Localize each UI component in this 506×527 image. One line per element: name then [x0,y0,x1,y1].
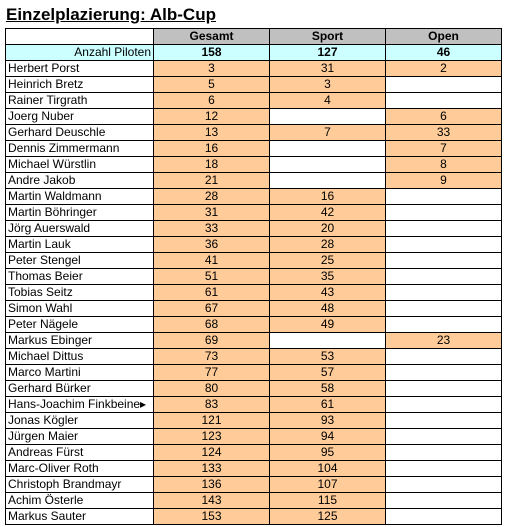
table-row [6,445,502,461]
open-cell[interactable] [386,413,502,429]
sport-cell[interactable]: 94 [270,429,386,445]
count-open[interactable]: 46 [386,45,502,61]
header-row [6,29,502,45]
sport-cell[interactable] [270,141,386,157]
name-cell[interactable]: Martin Lauk [6,237,154,253]
gesamt-cell[interactable]: 28 [154,189,270,205]
count-row [6,45,502,61]
sport-cell[interactable]: 115 [270,493,386,509]
table-row [6,493,502,509]
gesamt-cell[interactable]: 121 [154,413,270,429]
gesamt-cell[interactable]: 61 [154,285,270,301]
gesamt-cell[interactable]: 41 [154,253,270,269]
gesamt-cell[interactable]: 21 [154,173,270,189]
gesamt-cell[interactable]: 153 [154,509,270,525]
open-cell[interactable] [386,237,502,253]
gesamt-cell[interactable]: 77 [154,365,270,381]
open-cell[interactable]: 6 [386,109,502,125]
header-gesamt[interactable]: Gesamt [154,29,270,45]
table-row [6,301,502,317]
sport-cell[interactable]: 58 [270,381,386,397]
name-cell[interactable]: Hans-Joachim Finkbeine▸ [6,397,154,413]
sport-cell[interactable]: 43 [270,285,386,301]
name-cell[interactable]: Thomas Beier [6,269,154,285]
open-cell[interactable] [386,445,502,461]
table-row [6,365,502,381]
sport-cell[interactable]: 4 [270,93,386,109]
sport-cell[interactable]: 57 [270,365,386,381]
open-cell[interactable] [386,221,502,237]
gesamt-cell[interactable]: 123 [154,429,270,445]
sport-cell[interactable]: 104 [270,461,386,477]
open-cell[interactable] [386,301,502,317]
table-row [6,461,502,477]
name-cell[interactable]: Marc-Oliver Roth [6,461,154,477]
sport-cell[interactable]: 49 [270,317,386,333]
open-cell[interactable] [386,381,502,397]
table-row [6,509,502,525]
gesamt-cell[interactable]: 124 [154,445,270,461]
open-cell[interactable] [386,349,502,365]
table-row [6,317,502,333]
sport-cell[interactable]: 61 [270,397,386,413]
open-cell[interactable] [386,93,502,109]
sport-cell[interactable]: 125 [270,509,386,525]
gesamt-cell[interactable]: 16 [154,141,270,157]
name-cell[interactable]: Tobias Seitz [6,285,154,301]
table-row [6,237,502,253]
sport-cell[interactable]: 53 [270,349,386,365]
gesamt-cell[interactable]: 13 [154,125,270,141]
name-cell[interactable]: Jonas Kögler [6,413,154,429]
gesamt-cell[interactable]: 36 [154,237,270,253]
table-row [6,269,502,285]
gesamt-cell[interactable]: 12 [154,109,270,125]
open-cell[interactable]: 9 [386,173,502,189]
open-cell[interactable]: 7 [386,141,502,157]
name-cell[interactable]: Martin Waldmann [6,189,154,205]
gesamt-cell[interactable]: 51 [154,269,270,285]
name-cell[interactable]: Markus Sauter [6,509,154,525]
open-cell[interactable]: 2 [386,61,502,77]
name-cell[interactable]: Peter Nägele [6,317,154,333]
sport-cell[interactable] [270,109,386,125]
name-cell[interactable]: Michael Würstlin [6,157,154,173]
open-cell[interactable] [386,317,502,333]
table-row [6,397,502,413]
gesamt-cell[interactable]: 5 [154,77,270,93]
gesamt-cell[interactable]: 83 [154,397,270,413]
count-label[interactable]: Anzahl Piloten [6,45,154,61]
table-row [6,349,502,365]
sport-cell[interactable] [270,157,386,173]
count-sport[interactable]: 127 [270,45,386,61]
table-row [6,381,502,397]
count-gesamt[interactable]: 158 [154,45,270,61]
table-row [6,253,502,269]
name-cell[interactable]: Martin Böhringer [6,205,154,221]
name-cell[interactable]: Heinrich Bretz [6,77,154,93]
open-cell[interactable]: 23 [386,333,502,349]
table-row [6,429,502,445]
open-cell[interactable] [386,461,502,477]
gesamt-cell[interactable]: 3 [154,61,270,77]
gesamt-cell[interactable]: 73 [154,349,270,365]
open-cell[interactable] [386,493,502,509]
results-table [5,28,502,525]
table-row [6,141,502,157]
open-cell[interactable] [386,509,502,525]
name-cell[interactable]: Andre Jakob [6,173,154,189]
gesamt-cell[interactable]: 80 [154,381,270,397]
gesamt-cell[interactable]: 133 [154,461,270,477]
table-row [6,157,502,173]
table-row [6,189,502,205]
open-cell[interactable] [386,189,502,205]
name-cell[interactable]: Simon Wahl [6,301,154,317]
table-row [6,413,502,429]
sport-cell[interactable]: 31 [270,61,386,77]
sport-cell[interactable]: 93 [270,413,386,429]
table-row [6,285,502,301]
name-cell[interactable]: Christoph Brandmayr [6,477,154,493]
name-cell[interactable]: Jörg Auerswald [6,221,154,237]
table-row [6,93,502,109]
gesamt-cell[interactable]: 68 [154,317,270,333]
name-cell[interactable]: Andreas Fürst [6,445,154,461]
sport-cell[interactable]: 95 [270,445,386,461]
name-cell[interactable]: Gerhard Deuschle [6,125,154,141]
sport-cell[interactable]: 16 [270,189,386,205]
gesamt-cell[interactable]: 69 [154,333,270,349]
gesamt-cell[interactable]: 6 [154,93,270,109]
open-cell[interactable]: 8 [386,157,502,173]
table-row [6,205,502,221]
open-cell[interactable] [386,429,502,445]
sport-cell[interactable] [270,333,386,349]
name-cell[interactable]: Dennis Zimmermann [6,141,154,157]
gesamt-cell[interactable]: 143 [154,493,270,509]
name-cell[interactable]: Achim Österle [6,493,154,509]
gesamt-cell[interactable]: 31 [154,205,270,221]
table-row [6,125,502,141]
name-cell[interactable]: Gerhard Bürker [6,381,154,397]
name-cell[interactable]: Markus Ebinger [6,333,154,349]
gesamt-cell[interactable]: 18 [154,157,270,173]
gesamt-cell[interactable]: 67 [154,301,270,317]
sport-cell[interactable]: 28 [270,237,386,253]
name-cell[interactable]: Rainer Tirgrath [6,93,154,109]
header-sport[interactable]: Sport [270,29,386,45]
sport-cell[interactable]: 107 [270,477,386,493]
sport-cell[interactable]: 35 [270,269,386,285]
sport-cell[interactable]: 25 [270,253,386,269]
sport-cell[interactable]: 42 [270,205,386,221]
table-row [6,109,502,125]
open-cell[interactable] [386,477,502,493]
open-cell[interactable] [386,205,502,221]
open-cell[interactable] [386,77,502,93]
sport-cell[interactable] [270,173,386,189]
open-cell[interactable]: 33 [386,125,502,141]
header-open[interactable]: Open [386,29,502,45]
table-row [6,333,502,349]
name-cell[interactable]: Peter Stengel [6,253,154,269]
table-row [6,61,502,77]
name-cell[interactable]: Michael Dittus [6,349,154,365]
sport-cell[interactable]: 20 [270,221,386,237]
name-cell[interactable]: Joerg Nuber [6,109,154,125]
name-cell[interactable]: Marco Martini [6,365,154,381]
header-blank-cell[interactable] [6,29,154,45]
gesamt-cell[interactable]: 136 [154,477,270,493]
open-cell[interactable] [386,253,502,269]
name-cell[interactable]: Herbert Porst [6,61,154,77]
open-cell[interactable] [386,285,502,301]
table-row [6,221,502,237]
sport-cell[interactable]: 48 [270,301,386,317]
sport-cell[interactable]: 3 [270,77,386,93]
open-cell[interactable] [386,269,502,285]
table-row [6,477,502,493]
gesamt-cell[interactable]: 33 [154,221,270,237]
table-row [6,77,502,93]
sport-cell[interactable]: 7 [270,125,386,141]
open-cell[interactable] [386,397,502,413]
name-cell[interactable]: Jürgen Maier [6,429,154,445]
sheet-title: Einzelplazierung: Alb-Cup [6,5,216,24]
open-cell[interactable] [386,365,502,381]
table-row [6,173,502,189]
